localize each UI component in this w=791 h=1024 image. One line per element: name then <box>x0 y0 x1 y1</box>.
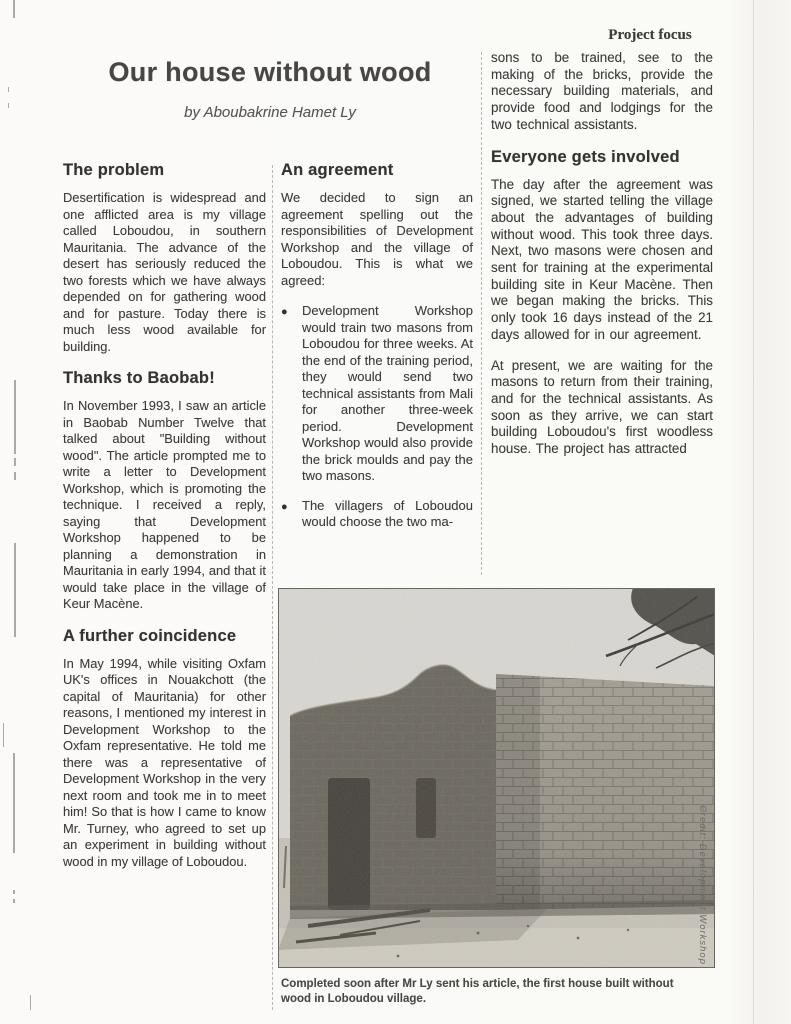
scan-artifact <box>13 899 15 903</box>
body-paragraph: The day after the agreement was signed, we started telling the village about the advantages of building without wood. This took three days. Next, two masons were chosen and sent for training at the experimental building site in Keur Macène. Then we began making the bricks. This only took 16 days instead of the 21 days allowed for in our agreement. <box>491 176 713 342</box>
section-heading: Everyone gets involved <box>491 147 680 166</box>
section-heading: Thanks to Baobab! <box>63 369 215 387</box>
agreement-bullet-2 <box>281 498 473 531</box>
article-byline: by Aboubakrine Hamet Ly <box>184 104 356 121</box>
scan-edge-line <box>753 0 754 1024</box>
column-3 <box>491 50 713 472</box>
agreement-bullet-1 <box>281 303 473 485</box>
body-paragraph: Desertification is widespread and one afflicted area is my village called Loboudou, in southern Mauritania. The advance of the desert has seriously reduced the two forests which we have always depended on for gathering wood and for pasture. Today there is much less wood available for building. <box>63 190 266 354</box>
section-an-agreement <box>281 161 473 531</box>
house-photo <box>278 588 715 968</box>
scan-artifact <box>14 472 16 480</box>
column-2 <box>281 161 473 544</box>
section-a-further-coincidence <box>63 627 266 871</box>
photo-caption: Completed soon after Mr Ly sent his article, the first house built without wood in Loboudou village. <box>281 978 674 1005</box>
photo-credit: Credit: Development Workshop <box>697 805 708 965</box>
continuation-paragraph: sons to be trained, see to the making of the bricks, provide the necessary building materials, and provide food and lodgings for the two technical assistants. <box>491 50 713 132</box>
body-paragraph: We decided to sign an agreement spelling out the responsibilities of Development Workshop and the village of Loboudou. This is what we agreed: <box>281 190 473 288</box>
scan-artifact <box>14 458 16 466</box>
section-tagline: Project focus <box>608 27 692 43</box>
scan-artifact <box>13 0 15 18</box>
column-divider <box>272 165 273 1010</box>
section-the-problem <box>63 161 266 355</box>
scan-artifact <box>14 380 16 454</box>
section-heading: The problem <box>63 161 165 179</box>
scan-artifact <box>14 543 16 637</box>
section-heading: A further coincidence <box>63 626 237 645</box>
section-heading: An agreement <box>281 161 394 179</box>
section-thanks-to-baobab <box>63 369 266 613</box>
column-divider <box>481 52 482 575</box>
body-paragraph: In November 1993, I saw an article in Baobab Number Twelve that talked about "Building without wood". The article prompted me to write a letter to Development Workshop, which is promoting the technique. I received a reply, saying that Development Workshop happened to be planning a demonstration in Mauritania in early 1994, and that it would take place in the village of Keur Macène. <box>63 398 266 611</box>
scan-artifact <box>13 890 15 894</box>
body-paragraph: In May 1994, while visiting Oxfam UK's offices in Nouakchott (the capital of Mauritania) for other reasons, I mentioned my interest in Development Workshop to the Oxfam representative. He told me there was a representative of Development Workshop in the very next room and took me in to meet him! So that is how I came to know Mr. Turney, who agreed to set up an experiment in building without wood in my village of Loboudou. <box>63 655 266 869</box>
scan-artifact <box>13 753 15 853</box>
scan-artifact <box>8 87 9 92</box>
scan-artifact <box>30 995 31 1010</box>
scan-artifact <box>8 103 9 108</box>
scan-artifact <box>3 723 4 747</box>
section-everyone-gets-involved <box>491 148 713 458</box>
bullet-text: Development Workshop would train two masons from Loboudou for three weeks. At the end of the training period, they would send two technical assistants from Mali for another three-week period. Development Workshop would also provide the brick moulds and pay the two masons. <box>302 303 473 483</box>
body-paragraph: At present, we are waiting for the masons to return from their training, and for the technical assistants. As soon as they arrive, we can start building Loboudou's first woodless house. The project has attracted <box>491 357 713 457</box>
bullet-text: The villagers of Loboudou would choose the two ma- <box>302 497 473 529</box>
column-1 <box>63 161 266 884</box>
article-title: Our house without wood <box>108 57 432 87</box>
